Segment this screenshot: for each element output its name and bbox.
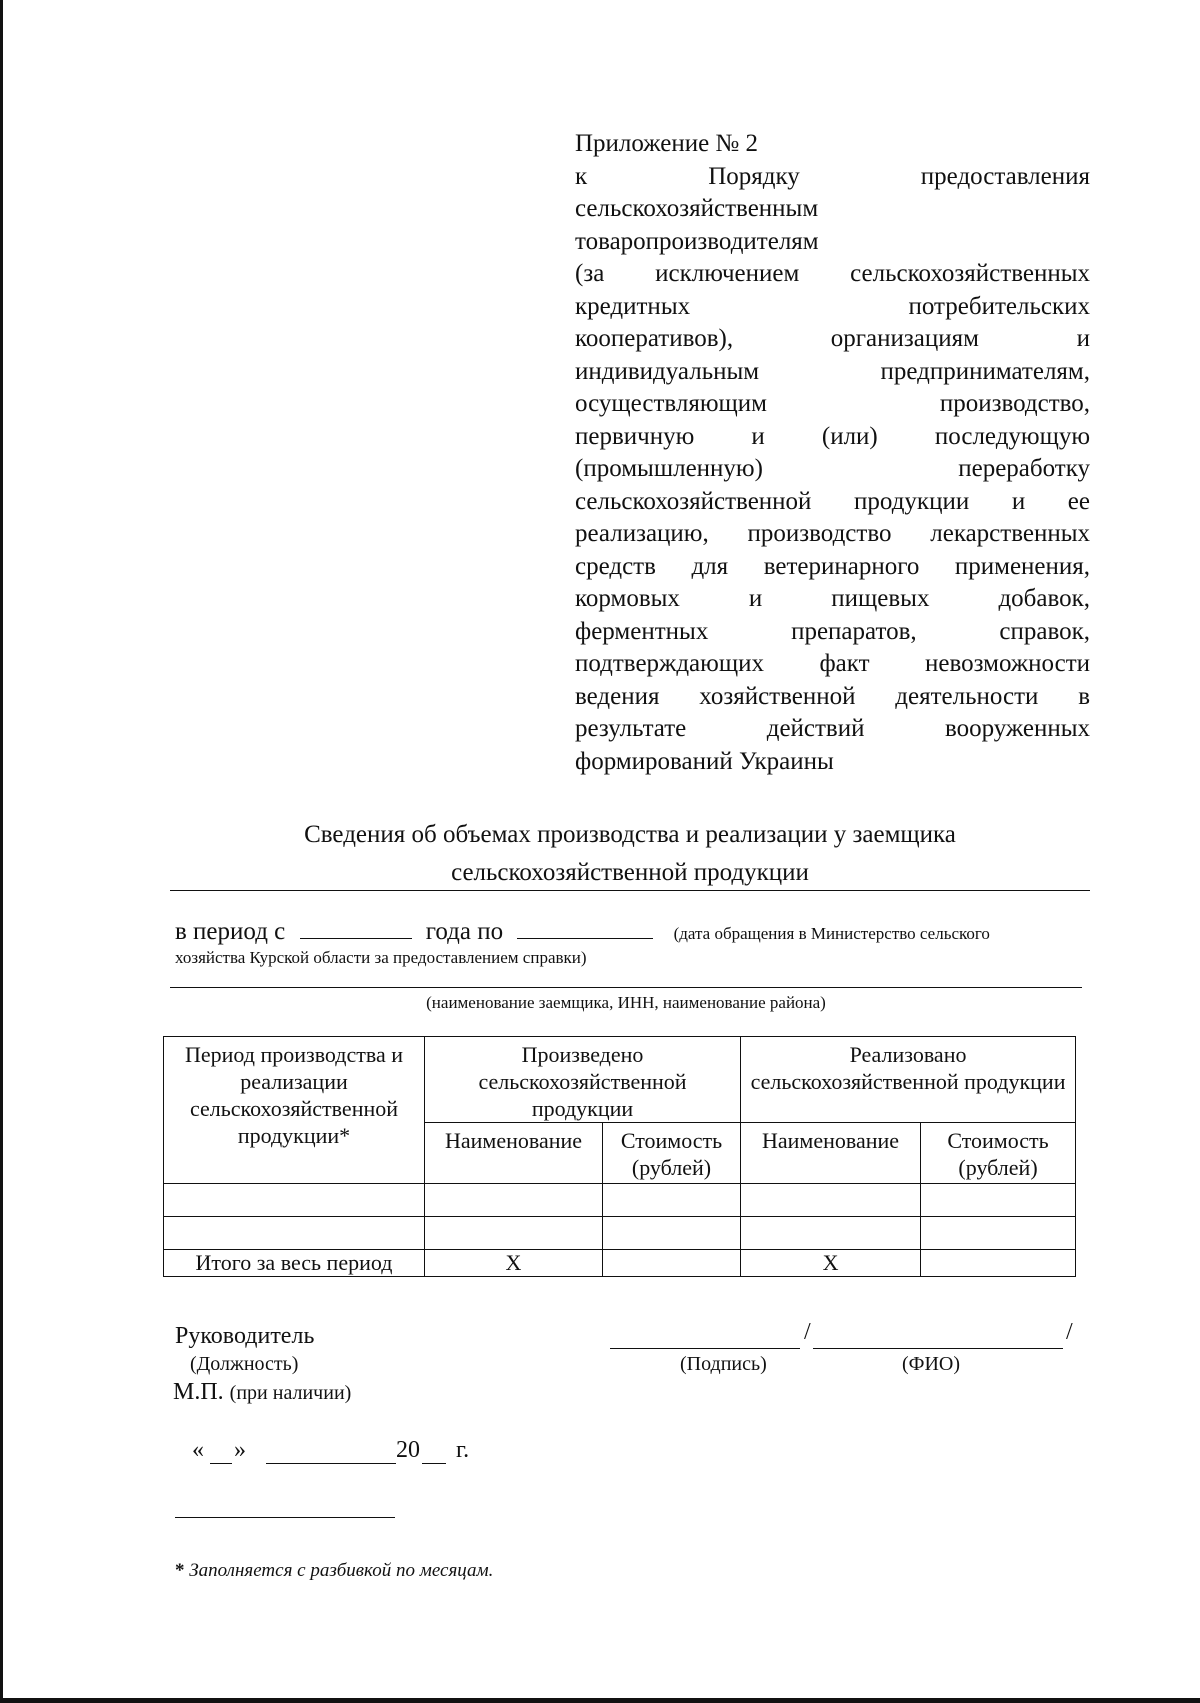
appendix-word: Порядку [708,162,800,190]
total-label: Итого за весь период [164,1250,425,1277]
title-underline [170,890,1090,891]
appendix-word: добавок, [998,585,1091,612]
header-sold: Реализовано сельскохозяйственной продукции [741,1037,1076,1123]
appendix-header [575,128,1090,778]
appendix-word: сельскохозяйственным [575,195,819,222]
seal-label [173,1378,351,1407]
appendix-word: потребительских [908,292,1090,320]
period-line [175,916,1095,949]
appendix-word: организациям [830,325,979,352]
appendix-text [575,161,1090,779]
appendix-word: производство, [939,390,1090,417]
footnote-separator [175,1517,395,1518]
appendix-word: исключением [655,260,800,287]
head-label: Руководитель [175,1323,315,1349]
table-cell[interactable] [741,1217,921,1250]
appendix-word: и [1076,325,1090,352]
scan-bottom-border [0,1698,1200,1703]
appendix-word: сельскохозяйственной [575,487,812,515]
appendix-word: ветеринарного [763,552,920,580]
appendix-word: к [575,162,588,190]
appendix-word: средств [575,552,656,580]
appendix-line [575,453,1090,486]
appendix-line [575,551,1090,584]
appendix-line [575,486,1090,519]
fio-field[interactable] [813,1348,1063,1349]
header-produced-name: Наименование [425,1123,603,1184]
table-row [164,1184,1076,1217]
footnote-star: * [175,1560,185,1581]
period-prefix: в период с [175,918,286,945]
appendix-word: препаратов, [791,617,917,645]
header-sold-name: Наименование [741,1123,921,1184]
appendix-word: Украины [738,747,834,775]
table-cell[interactable] [425,1184,603,1217]
appendix-word: хозяйственной [699,682,856,710]
header-produced: Произведено сельскохозяйственной продукции [425,1037,741,1123]
fio-caption: (ФИО) [902,1353,961,1375]
appendix-word: кредитных [575,292,691,320]
appendix-word: товаропроизводителям [575,227,819,255]
appendix-line [575,616,1090,649]
appendix-word: в [1078,682,1090,710]
appendix-word: осуществляющим [575,390,767,417]
footnote-text: Заполняется с разбивкой по месяцам. [189,1560,494,1581]
seal-abbrev: М.П. [173,1379,224,1405]
appendix-word: и [748,585,763,612]
document-title [170,816,1090,892]
appendix-word: ее [1067,487,1090,515]
appendix-line [575,681,1090,714]
header-produced-cost: Стоимость (рублей) [603,1123,741,1184]
appendix-line [575,388,1090,421]
appendix-word: невозможности [925,650,1091,677]
appendix-line [575,193,1090,226]
appendix-word: факт [819,650,870,677]
total-produced-name: Х [425,1250,603,1277]
date-quote-close: » [234,1437,246,1463]
appendix-line [575,258,1090,291]
borrower-field[interactable] [170,987,1082,988]
appendix-word: кооперативов), [575,325,734,352]
total-sold-cost[interactable] [921,1250,1076,1277]
seal-note: (при наличии) [229,1382,352,1404]
header-sold-cost: Стоимость (рублей) [921,1123,1076,1184]
table-cell[interactable] [164,1184,425,1217]
signature-field[interactable] [610,1348,800,1349]
appendix-line [575,291,1090,324]
appendix-word: и [1011,487,1026,515]
appendix-word: результате [575,715,687,742]
appendix-word: пищевых [831,585,930,612]
appendix-word: действий [766,715,865,742]
borrower-caption: (наименование заемщика, ИНН, наименование района) [426,993,826,1012]
table-cell[interactable] [741,1184,921,1217]
date-year-prefix: 20 [396,1437,420,1463]
period-middle: года по [425,918,504,945]
total-sold-name: Х [741,1250,921,1277]
appendix-word: индивидуальным [575,357,760,385]
appendix-word: продукции [854,487,970,515]
table-total-row [164,1250,1076,1277]
appendix-word: деятельности [895,682,1039,710]
appendix-word: формирований [575,747,733,775]
period-start-field[interactable] [300,916,412,939]
period-note-end: хозяйства Курской области за предоставлением справки) [175,948,587,967]
table-cell[interactable] [603,1217,741,1250]
table-row [164,1217,1076,1250]
appendix-word: применения, [954,552,1091,580]
appendix-word: для [691,552,729,580]
appendix-word: подтверждающих [575,650,764,677]
appendix-line [575,356,1090,389]
appendix-word: (или) [821,422,878,450]
appendix-line [575,583,1090,616]
appendix-word: первичную [575,422,695,450]
header-period: Период производства и реализации сельскохозяйственной продукции* [164,1037,425,1184]
document-title-line-2: сельскохозяйственной продукции [451,859,809,886]
table-cell[interactable] [921,1184,1076,1217]
table-cell[interactable] [921,1217,1076,1250]
appendix-word: предпринимателям, [880,357,1090,385]
appendix-word: реализацию, [575,520,709,547]
fio-slash: / [1066,1319,1073,1345]
date-year-suffix: г. [456,1437,470,1463]
appendix-word: последующую [934,422,1091,450]
appendix-word: справок, [999,617,1090,645]
appendix-word: вооруженных [944,715,1091,742]
date-quote-open: « [192,1437,204,1463]
appendix-word: ведения [575,682,660,710]
appendix-word: переработку [958,455,1090,482]
appendix-line [575,226,1090,259]
appendix-word: ферментных [575,617,709,645]
appendix-word: лекарственных [930,520,1091,547]
date-day-field[interactable] [210,1463,232,1464]
appendix-word: (за [575,260,605,287]
date-month-field[interactable] [266,1463,396,1464]
appendix-word: кормовых [575,585,680,612]
footnote [175,1559,493,1583]
position-caption: (Должность) [190,1353,299,1375]
signature-caption: (Подпись) [680,1353,767,1375]
volumes-table [163,1036,1076,1277]
appendix-word: и [751,422,765,450]
document-title-line-1: Сведения об объемах производства и реализации у заемщика [304,821,956,848]
period-note-start: (дата обращения в Министерство сельского [673,924,990,943]
appendix-line [575,323,1090,356]
total-produced-cost[interactable] [603,1250,741,1277]
table-cell[interactable] [603,1184,741,1217]
appendix-word: (промышленную) [575,455,763,482]
signature-slash: / [804,1319,811,1345]
table-cell[interactable] [164,1217,425,1250]
appendix-line [575,421,1090,454]
appendix-line [575,713,1090,746]
date-year-field[interactable] [422,1463,446,1464]
period-end-field[interactable] [517,916,653,939]
scan-left-border [0,0,3,1703]
table-cell[interactable] [425,1217,603,1250]
appendix-title: Приложение № 2 [575,130,759,157]
appendix-line [575,746,1090,779]
appendix-word: производство [747,520,892,547]
appendix-line [575,518,1090,551]
appendix-line [575,648,1090,681]
appendix-line [575,161,1090,194]
appendix-word: предоставления [920,162,1091,190]
appendix-word: сельскохозяйственных [850,260,1091,287]
table-header-row [164,1037,1076,1123]
